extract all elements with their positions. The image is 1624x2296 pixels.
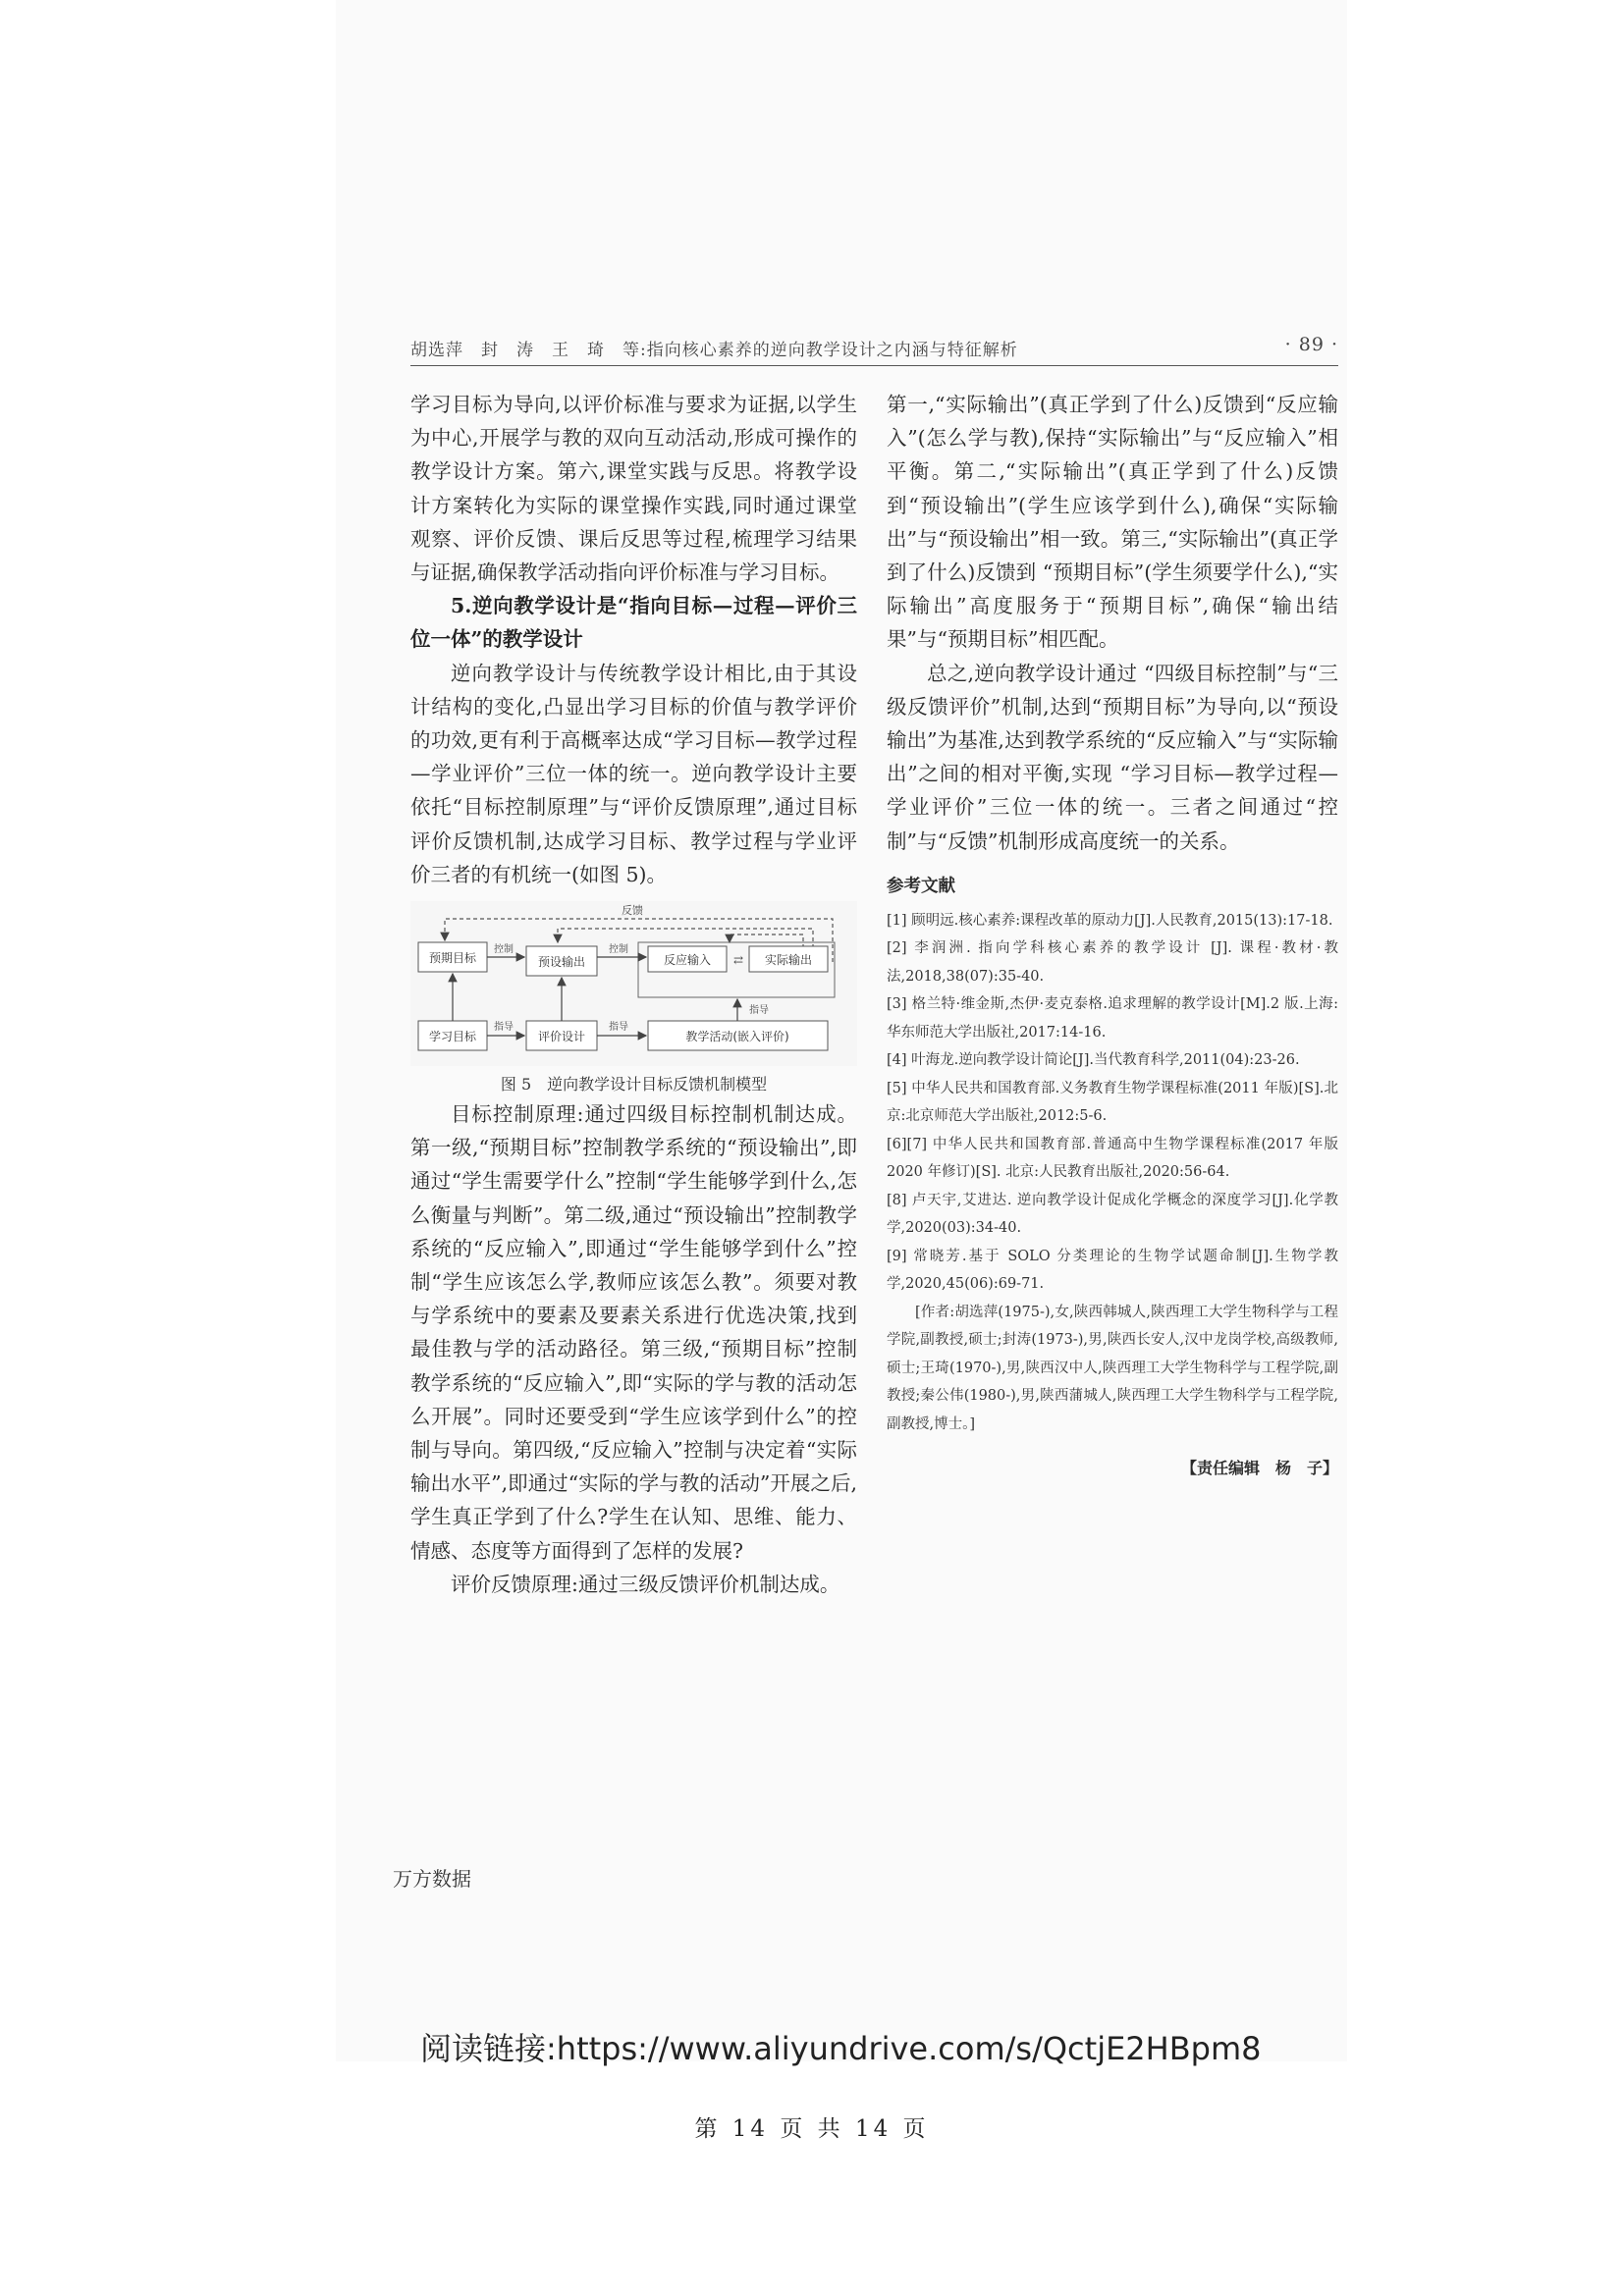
box-response-input-label: 反应输入 <box>663 953 712 968</box>
right-column <box>887 388 1338 1486</box>
box-eval-design-label: 评价设计 <box>537 1030 586 1044</box>
arrow-guide-1-label: 指导 <box>494 1022 514 1034</box>
read-link[interactable]: 阅读链接:https://www.aliyundrive.com/s/QctjE2HBpm8 <box>420 2030 1262 2067</box>
reference-item: [1] 顾明远.核心素养:课程改革的原动力[J].人民教育,2015(13):17-18. <box>887 912 1333 929</box>
reference-item: [2] 李润洲. 指向学科核心素养的教学设计 [J]. 课程·教材·教法,2018,38(07):35-40. <box>887 940 1338 985</box>
paragraph: 评价反馈原理:通过三级反馈评价机制达成。 <box>451 1572 840 1596</box>
reference-item: [3] 格兰特·维金斯,杰伊·麦克泰格.追求理解的教学设计[M].2 版.上海:华东师范大学出版社,2017:14-16. <box>887 996 1338 1041</box>
box-actual-output-label: 实际输出 <box>764 953 813 968</box>
paragraph: 目标控制原理:通过四级目标控制机制达成。第一级,“预期目标”控制教学系统的“预设输出”,即通过“学生需要学什么”控制“学生能够学到什么,怎么衡量与判断”。第二级,通过“预设输出”控制教学系统的“反应输入”,即通过“学生能够学到什么”控制“学生应该怎么学,教师应该怎么教”。须要对教与学系统中的要素及要素关系进行优选决策,找到最佳教与学的活动路径。第三级,“预期目标”控制教学系统的“反应输入”,即“实际的学与教的活动怎么开展”。同时还要受到“学生应该学到什么”的控制与导向。第四级,“反应输入”控制与决定着“实际输出水平”,即通过“实际的学与教的活动”开展之后,学生真正学到了什么?学生在认知、思维、能力、情感、态度等方面得到了怎样的发展? <box>410 1102 857 1563</box>
page-number: · 89 · <box>1284 334 1338 355</box>
paragraph: 逆向教学设计与传统教学设计相比,由于其设计结构的变化,凸显出学习目标的价值与教学评价的功效,更有利于高概率达成“学习目标—教学过程—学业评价”三位一体的统一。逆向教学设计主要依托“目标控制原理”与“评价反馈原理”,通过目标评价反馈机制,达成学习目标、教学过程与学业评价三者的有机统一(如图 5)。 <box>410 661 857 886</box>
running-header <box>410 332 1338 366</box>
paragraph: 第一,“实际输出”(真正学到了什么)反馈到“反应输入”(怎么学与教),保持“实际输出”与“反应输入”相平衡。第二,“实际输出”(真正学到了什么)反馈到“预设输出”(学生应该学到什么),确保“实际输出”与“预设输出”相一致。第三,“实际输出”(真正学到了什么)反馈到 “预期目标”(学生须要学什么),“实际输出”高度服务于“预期目标”,确保“输出结果”与“预期目标”相匹配。 <box>887 393 1338 652</box>
reference-item: [9] 常晓芳.基于 SOLO 分类理论的生物学试题命制[J].生物学教学,2020,45(06):69-71. <box>887 1248 1338 1293</box>
arrow-control-1-label: 控制 <box>494 944 514 956</box>
arrow-control-2-label: 控制 <box>609 944 628 956</box>
references-heading: 参考文献 <box>887 876 955 896</box>
left-column <box>410 388 857 1601</box>
box-preset-output-label: 预设输出 <box>537 955 586 970</box>
header-authors-title: 胡选萍 封 涛 王 琦 等:指向核心素养的逆向教学设计之内涵与特征解析 <box>410 341 1018 360</box>
wanfang-watermark: 万方数据 <box>393 1867 471 1891</box>
figure-caption: 图 5 逆向教学设计目标反馈机制模型 <box>500 1075 768 1095</box>
feedback-model-diagram <box>410 901 857 1066</box>
reference-item: [4] 叶海龙.逆向教学设计简论[J].当代教育科学,2011(04):23-26. <box>887 1052 1300 1069</box>
responsible-editor: 【责任编辑 杨 子】 <box>1180 1459 1338 1478</box>
author-note: [作者:胡选萍(1975-),女,陕西韩城人,陕西理工大学生物科学与工程学院,副教授,硕士;封涛(1973-),男,陕西长安人,汉中龙岗学校,高级教师,硕士;王琦(1970-),男,陕西汉中人,陕西理工大学生物科学与工程学院,副教授;秦公伟(1980-),男,陕西蒲城人,陕西理工大学生物科学与工程学院,副教授,博士。] <box>887 1304 1338 1432</box>
section-number: 5. <box>451 594 472 618</box>
box-learning-goal-label: 学习目标 <box>428 1030 477 1044</box>
reference-item: [5] 中华人民共和国教育部.义务教育生物学课程标准(2011 年版)[S].北京:北京师范大学出版社,2012:5-6. <box>887 1080 1338 1125</box>
paragraph: 学习目标为导向,以评价标准与要求为证据,以学生为中心,开展学与教的双向互动活动,形成可操作的教学设计方案。第六,课堂实践与反思。将教学设计方案转化为实际的课堂操作实践,同时通过课堂观察、评价反馈、课后反思等过程,梳理学习结果与证据,确保教学活动指向评价标准与学习目标。 <box>410 393 857 585</box>
feedback-label: 反馈 <box>622 904 643 918</box>
balance-arrows-icon: ⇄ <box>732 953 744 968</box>
figure-5-diagram <box>410 901 857 1066</box>
box-expected-goal-label: 预期目标 <box>428 951 477 966</box>
box-teaching-activity-label: 教学活动(嵌入评价) <box>685 1030 789 1044</box>
paragraph: 总之,逆向教学设计通过 “四级目标控制”与“三级反馈评价”机制,达到“预期目标”为导向,以“预设输出”为基准,达到教学系统的“反应输入”与“实际输出”之间的相对平衡,实现 “学习目标—教学过程—学业评价”三位一体的统一。三者之间通过“控制”与“反馈”机制形成高度统一的关系。 <box>887 661 1338 853</box>
page-count: 第 14 页 共 14 页 <box>694 2116 930 2142</box>
reference-item: [6][7] 中华人民共和国教育部.普通高中生物学课程标准(2017 年版 2020 年修订)[S]. 北京:人民教育出版社,2020:56-64. <box>887 1136 1338 1181</box>
arrow-guide-3-label: 指导 <box>749 1005 769 1017</box>
section-title: 逆向教学设计是“指向目标—过程—评价三位一体”的教学设计 <box>410 594 857 652</box>
reference-item: [8] 卢天宇,艾进达. 逆向教学设计促成化学概念的深度学习[J].化学教学,2020(03):34-40. <box>887 1192 1338 1237</box>
section-heading <box>410 589 857 656</box>
reference-list <box>887 907 1338 1439</box>
arrow-guide-2-label: 指导 <box>609 1022 628 1034</box>
